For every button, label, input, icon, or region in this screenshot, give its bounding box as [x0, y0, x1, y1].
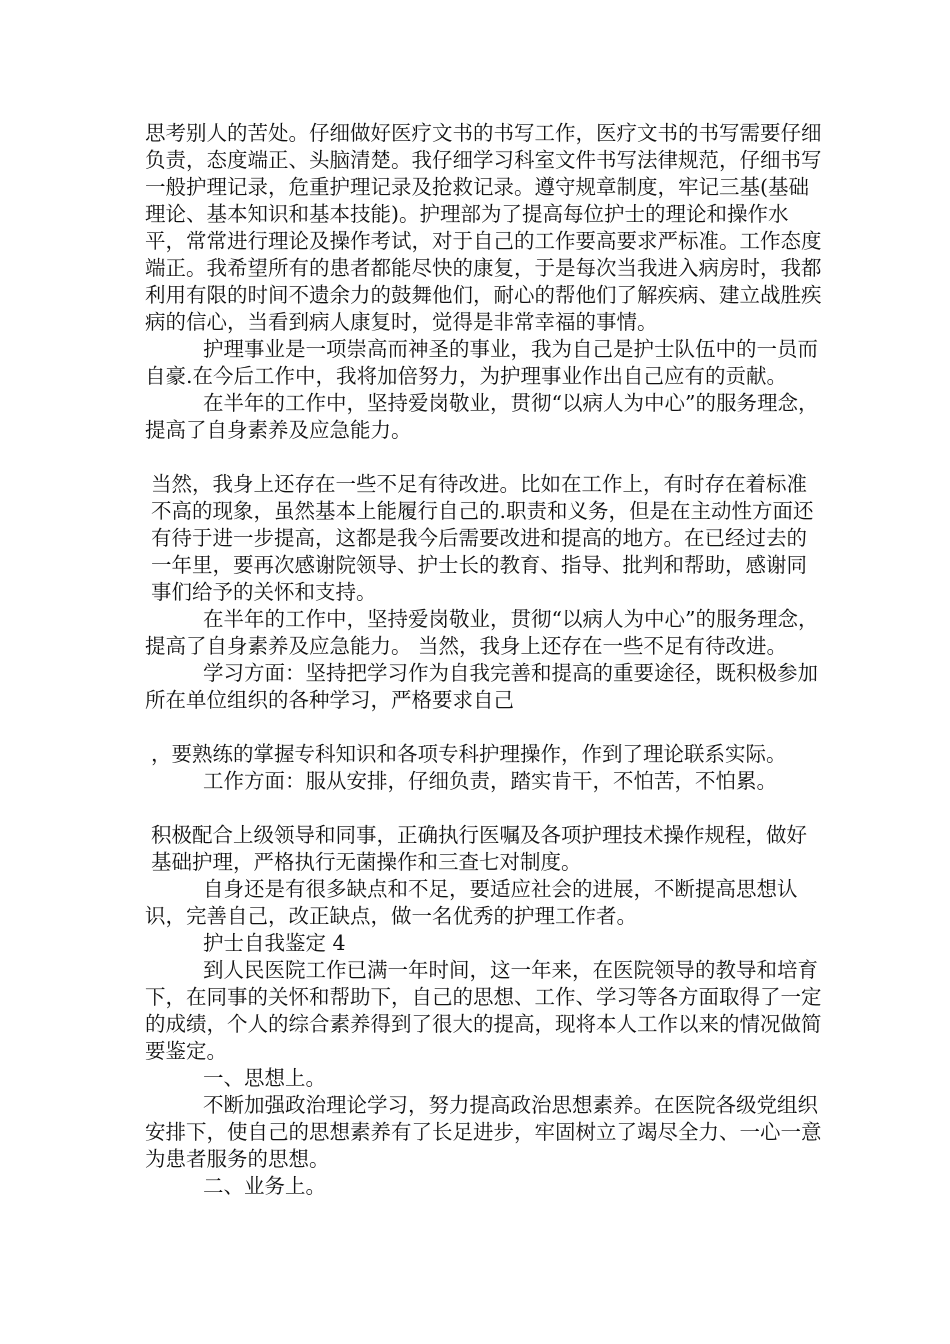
section-heading: 一、思想上。: [203, 1066, 326, 1090]
blank-line: [145, 795, 825, 822]
paragraph: 自身还是有很多缺点和不足，要适应社会的进展，不断提高思想认识，完善自己，改正缺点，做一名优秀的护理工作者。: [145, 877, 798, 928]
paragraph: 工作方面：服从安排，仔细负责，踏实肯干，不怕苦，不怕累。: [203, 769, 777, 793]
blank-line: [145, 444, 825, 471]
paragraph: 在半年的工作中，坚持爱岗敬业，贯彻“以病人为中心”的服务理念，提高了自身素养及应急能力。 当然，我身上还存在一些不足有待改进。: [145, 607, 819, 658]
paragraph: 学习方面：坚持把学习作为自我完善和提高的重要途径，既积极参加所在单位组织的各种学习，严格要求自己: [145, 661, 818, 712]
paragraph: 思考别人的苦处。仔细做好医疗文书的书写工作，医疗文书的书写需要仔细负责，态度端正、头脑清楚。我仔细学习科室文件书写法律规范，仔细书写一般护理记录，危重护理记录及抢救记录。遵守规章制度，牢记三基(基础理论、基本知识和基本技能)。护理部为了提高每位护士的理论和操作水平，常常进行理论及操作考试，对于自己的工作要高要求严标准。工作态度端正。我希望所有的患者都能尽快的康复，于是每次当我进入病房时，我都利用有限的时间不遗余力的鼓舞他们，耐心的帮他们了解疾病、建立战胜疾病的信心，当看到病人康复时，觉得是非常幸福的事情。: [145, 121, 822, 334]
paragraph: 护理事业是一项崇高而神圣的事业，我为自己是护士队伍中的一员而自豪.在今后工作中，我将加倍努力，为护理事业作出自己应有的贡献。: [145, 337, 818, 388]
paragraph: 在半年的工作中，坚持爱岗敬业，贯彻“以病人为中心”的服务理念，提高了自身素养及应急能力。: [145, 391, 819, 442]
paragraph: 不断加强政治理论学习，努力提高政治思想素养。在医院各级党组织安排下，使自己的思想素养有了长足进步，牢固树立了竭尽全力、一心一意为患者服务的思想。: [145, 1093, 822, 1171]
paragraph: 积极配合上级领导和同事，正确执行医嘱及各项护理技术操作规程，做好基础护理，严格执行无菌操作和三查七对制度。: [151, 823, 807, 874]
document-body: [145, 120, 825, 1200]
blank-line: [145, 714, 825, 741]
section-heading: 护士自我鉴定 4: [203, 931, 346, 955]
paragraph: ，要熟练的掌握专科知识和各项专科护理操作，作到了理论联系实际。: [151, 742, 787, 766]
paragraph: 到人民医院工作已满一年时间，这一年来，在医院领导的教导和培育下，在同事的关怀和帮助下，自己的思想、工作、学习等各方面取得了一定的成绩，个人的综合素养得到了很大的提高，现将本人工作以来的情况做简要鉴定。: [145, 958, 822, 1063]
section-heading: 二、业务上。: [203, 1174, 326, 1198]
paragraph: 当然，我身上还存在一些不足有待改进。比如在工作上，有时存在着标准不高的现象，虽然基本上能履行自己的.职责和义务，但是在主动性方面还有待于进一步提高，这都是我今后需要改进和提高的地方。在已经过去的一年里，要再次感谢院领导、护士长的教育、指导、批判和帮助，感谢同事们给予的关怀和支持。: [151, 472, 814, 604]
